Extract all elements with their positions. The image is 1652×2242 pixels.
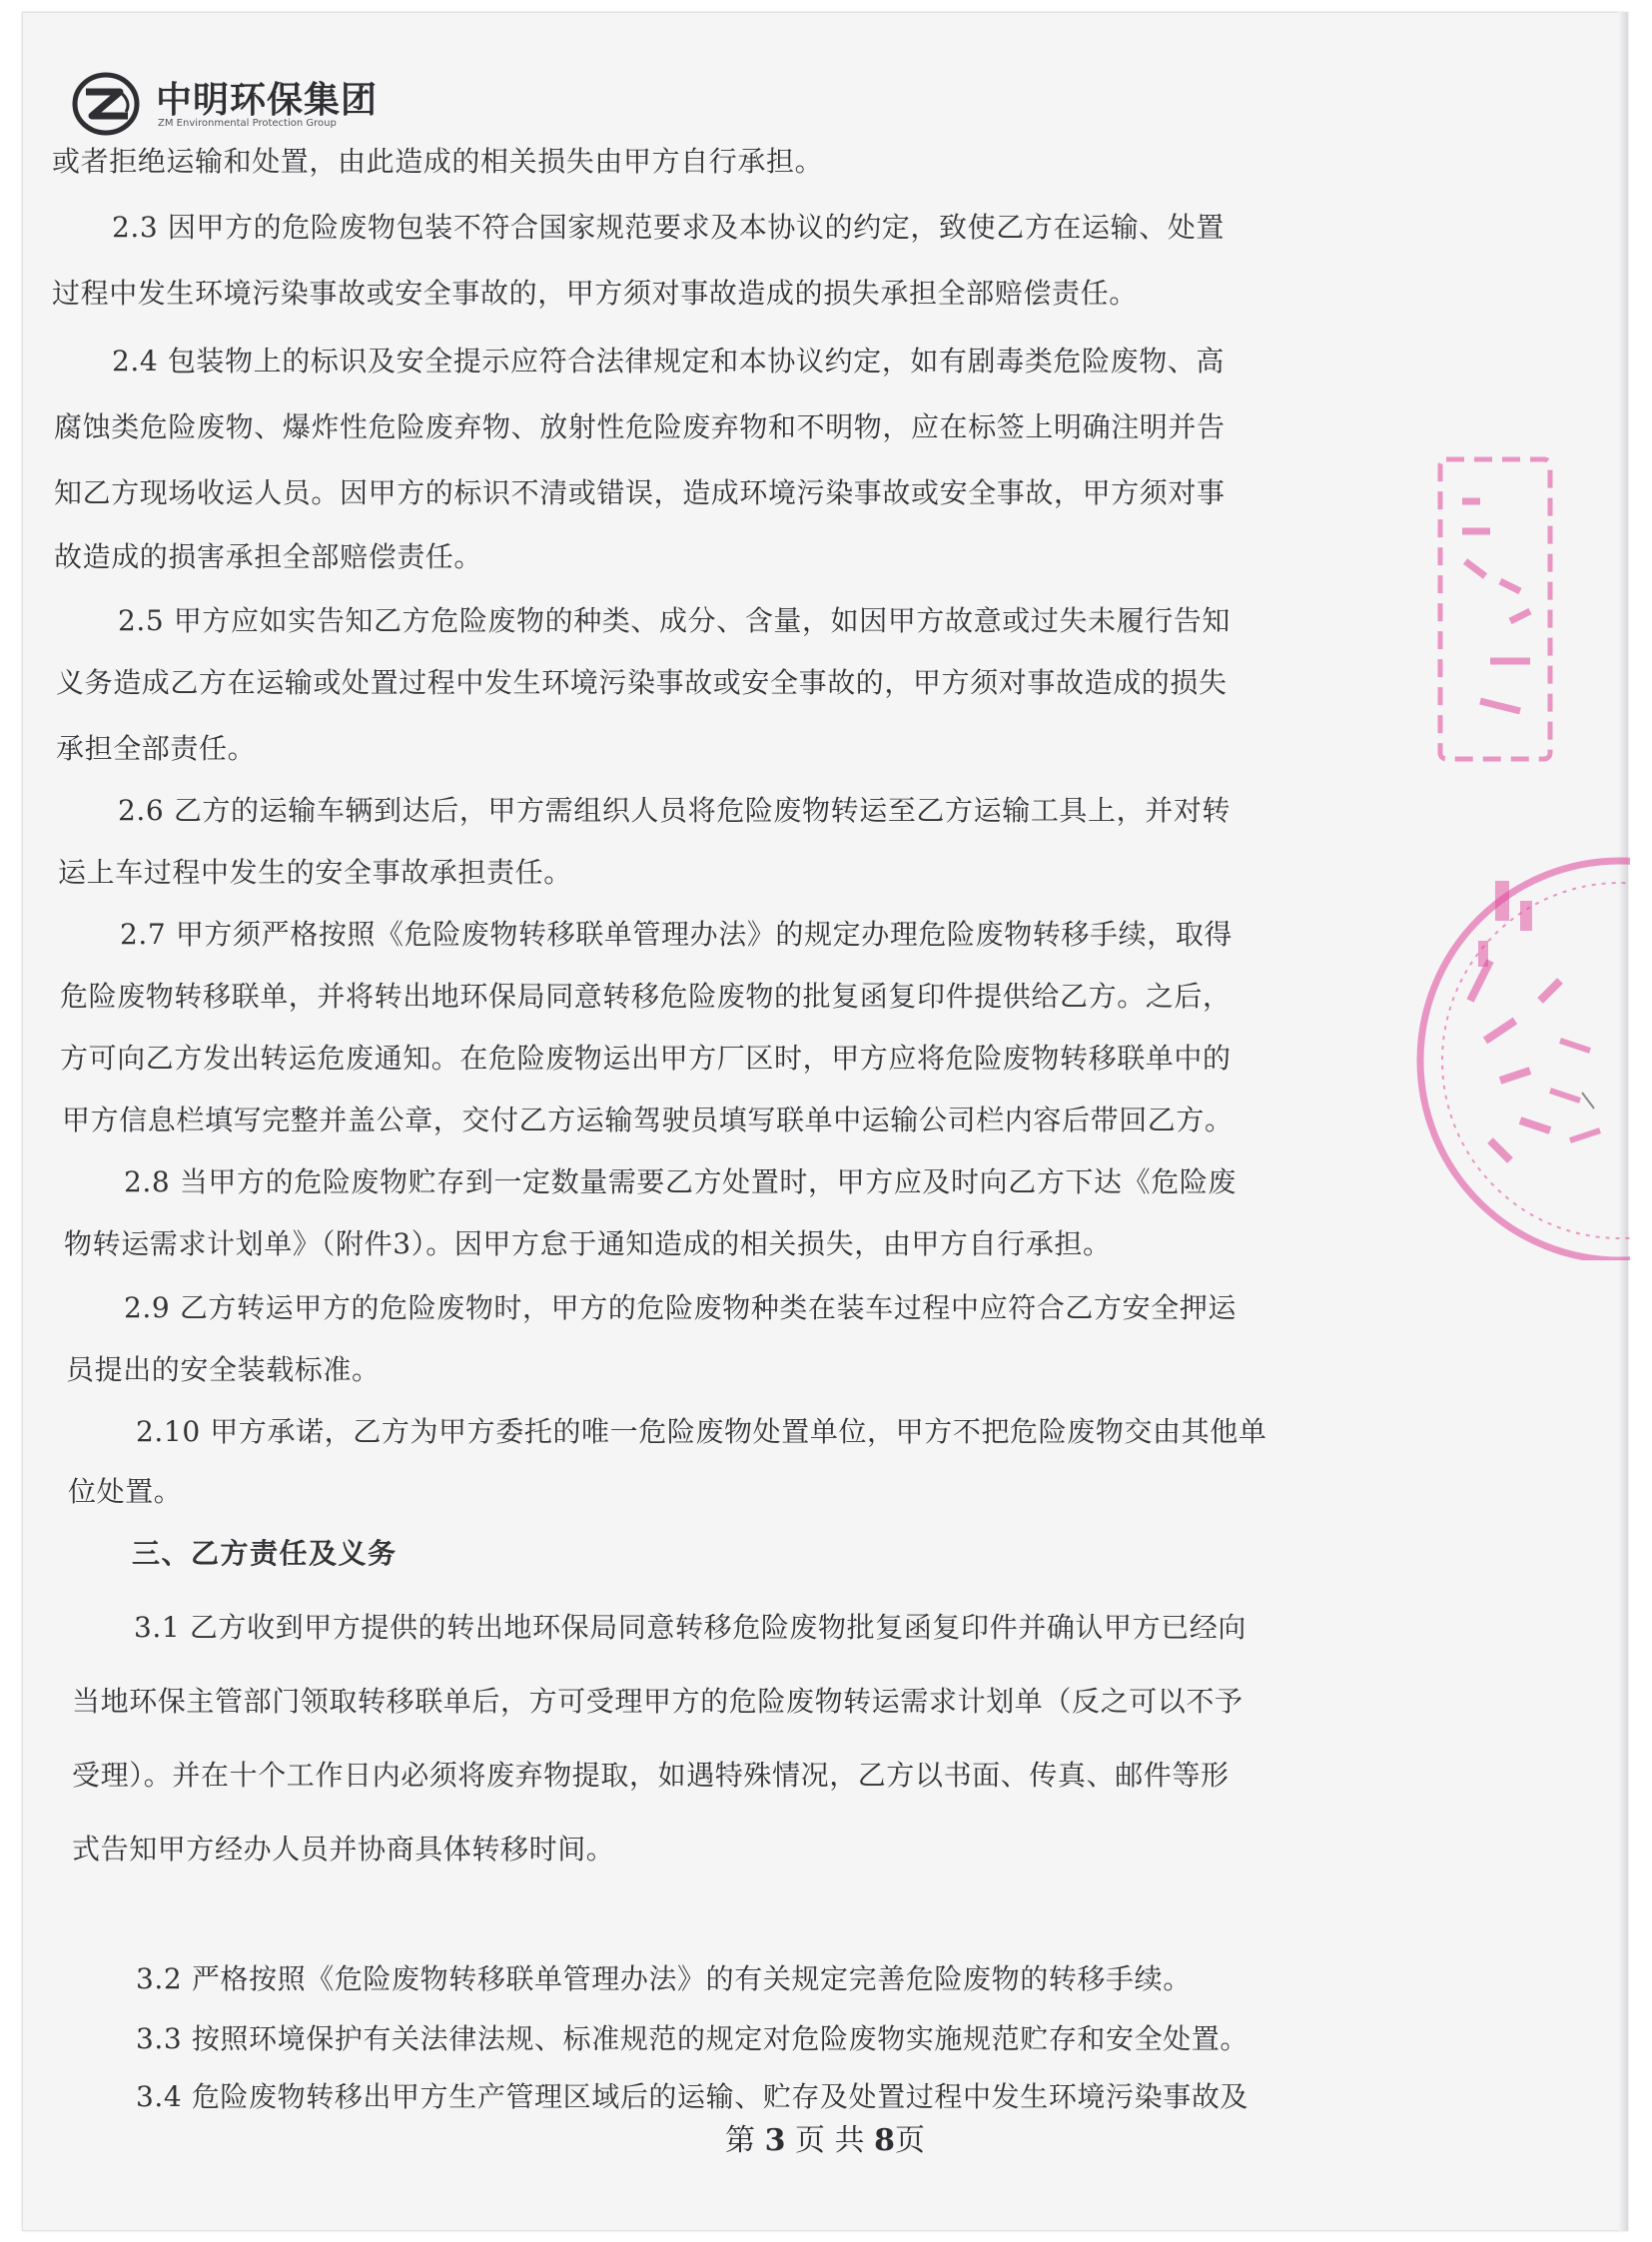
body-line: 3.3 按照环境保护有关法律法规、标准规范的规定对危险废物实施规范贮存和安全处置。 <box>136 2022 1249 2055</box>
body-line: 知乙方现场收运人员。因甲方的标识不清或错误，造成环境污染事故或安全事故，甲方须对事 <box>54 476 1226 509</box>
body-line: 2.9 乙方转运甲方的危险废物时，甲方的危险废物种类在装车过程中应符合乙方安全押运 <box>124 1291 1238 1324</box>
body-line: 过程中发生环境污染事故或安全事故的，甲方须对事故造成的损失承担全部赔偿责任。 <box>52 277 1138 310</box>
body-line: 受理）。并在十个工作日内必须将废弃物提取，如遇特殊情况，乙方以书面、传真、邮件等形 <box>72 1759 1230 1792</box>
body-line: 2.4 包装物上的标识及安全提示应符合法律规定和本协议约定，如有剧毒类危险废物、高 <box>112 345 1226 377</box>
section-heading: 三、乙方责任及义务 <box>132 1537 398 1570</box>
page-suffix: 页 <box>894 2123 925 2158</box>
body-line: 3.4 危险废物转移出甲方生产管理区域后的运输、贮存及处置过程中发生环境污染事故及 <box>136 2080 1249 2113</box>
body-line: 位处置。 <box>68 1475 183 1508</box>
body-line: 危险废物转移联单，并将转出地环保局同意转移危险废物的批复函复印件提供给乙方。之后， <box>60 980 1232 1013</box>
body-line: 承担全部责任。 <box>56 732 257 765</box>
body-line: 故造成的损害承担全部赔偿责任。 <box>54 540 483 573</box>
body-line: 2.5 甲方应如实告知乙方危险废物的种类、成分、含量，如因甲方故意或过失未履行告知 <box>118 604 1232 637</box>
scan-mark <box>1580 1091 1596 1111</box>
company-name-en: ZM Environmental Protection Group <box>158 118 337 129</box>
body-line: 式告知甲方经办人员并协商具体转移时间。 <box>72 1833 615 1866</box>
body-line: 2.8 当甲方的危险废物贮存到一定数量需要乙方处置时，甲方应及时向乙方下达《危险废 <box>124 1165 1238 1198</box>
page-total: 8 <box>874 2123 895 2158</box>
body-line: 3.1 乙方收到甲方提供的转出地环保局同意转移危险废物批复函复印件并确认甲方已经向 <box>134 1611 1247 1644</box>
body-line: 2.7 甲方须严格按照《危险废物转移联单管理办法》的规定办理危险废物转移手续，取得 <box>120 918 1234 951</box>
body-line: 腐蚀类危险废物、爆炸性危险废弃物、放射性危险废弃物和不明物，应在标签上明确注明并告 <box>54 410 1226 443</box>
body-line: 当地环保主管部门领取转移联单后，方可受理甲方的危险废物转运需求计划单（反之可以不予 <box>72 1685 1243 1718</box>
company-logo <box>70 62 429 142</box>
zm-logo-icon <box>70 68 146 138</box>
body-line: 或者拒绝运输和处置，由此造成的相关损失由甲方自行承担。 <box>52 145 824 178</box>
body-line: 员提出的安全装载标准。 <box>66 1353 381 1386</box>
body-line: 3.2 严格按照《危险废物转移联单管理办法》的有关规定完善危险废物的转移手续。 <box>136 1962 1192 1995</box>
page-prefix: 第 <box>725 2123 756 2158</box>
body-line: 物转运需求计划单》（附件3）。因甲方怠于通知造成的相关损失，由甲方自行承担。 <box>64 1227 1112 1260</box>
body-line: 义务造成乙方在运输或处置过程中发生环境污染事故或安全事故的，甲方须对事故造成的损失 <box>56 666 1228 699</box>
body-line: 运上车过程中发生的安全事故承担责任。 <box>58 856 572 889</box>
page-mid: 页 共 <box>795 2123 865 2158</box>
document-page <box>22 12 1628 2231</box>
page-number <box>22 2121 1628 2161</box>
body-line: 2.6 乙方的运输车辆到达后，甲方需组织人员将危险废物转运至乙方运输工具上，并对转 <box>118 794 1232 827</box>
red-company-seal <box>1390 441 1630 1260</box>
body-line: 2.3 因甲方的危险废物包装不符合国家规范要求及本协议的约定，致使乙方在运输、处置 <box>112 211 1226 244</box>
body-line: 2.10 甲方承诺，乙方为甲方委托的唯一危险废物处置单位，甲方不把危险废物交由其他单 <box>136 1415 1267 1448</box>
body-line: 方可向乙方发出转运危废通知。在危险废物运出甲方厂区时，甲方应将危险废物转移联单中的 <box>60 1042 1232 1075</box>
body-line: 甲方信息栏填写完整并盖公章，交付乙方运输驾驶员填写联单中运输公司栏内容后带回乙方。 <box>62 1104 1234 1136</box>
page-current: 3 <box>764 2123 786 2158</box>
company-name: 中明环保集团 <box>156 80 379 121</box>
